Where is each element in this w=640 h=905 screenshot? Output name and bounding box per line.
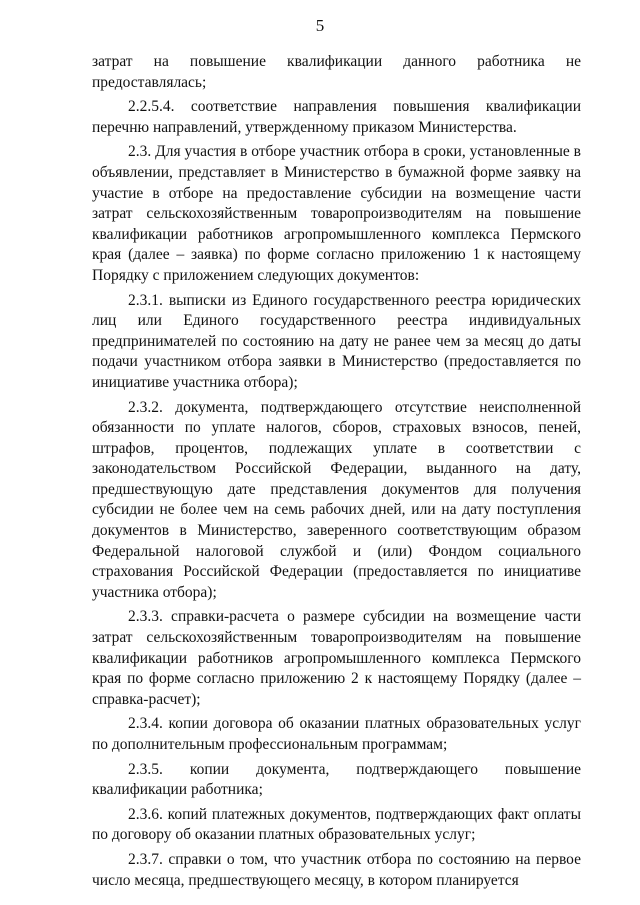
paragraph-2-3-7: 2.3.7. справки о том, что участник отбора по состоянию на первое число месяца, предшествующего месяцу, в котором планируется — [92, 850, 581, 889]
paragraph-2-3-5: 2.3.5. копии документа, подтверждающего повышение квалификации работника; — [92, 760, 581, 799]
paragraph-2-3-4: 2.3.4. копии договора об оказании платных образовательных услуг по дополнительным профессиональным программам; — [92, 715, 581, 753]
page-number: 5 — [315, 16, 325, 35]
paragraph-2-3: 2.3. Для участия в отборе участник отбора в сроки, установленные в объявлении, представляет в Министерство в бумажной форме заявку на участие в отборе на предоставление субсидии на возмещение части затрат сельскохозяйственным товаропроизводителям на повышение квалификации работников агропромышленного комплекса Пермского края (далее – заявка) по форме согласно приложению 1 к настоящему Порядку с приложением следующих документов: — [92, 143, 581, 284]
document-body — [92, 52, 581, 895]
paragraph-2-3-1: 2.3.1. выписки из Единого государственного реестра юридических лиц или Единого государственного реестра индивидуальных предпринимателей по состоянию на дату не ранее чем за месяц до даты подачи участником отбора заявки в Министерство (предоставляется по инициативе участника отбора); — [92, 291, 581, 391]
paragraph-2-3-3: 2.3.3. справки-расчета о размере субсидии на возмещение части затрат сельскохозяйственным товаропроизводителям на повышение квалификации работников агропромышленного комплекса Пермского края по форме согласно приложению 2 к настоящему Порядку (далее – справка-расчет); — [92, 608, 581, 708]
paragraph-2-3-2: 2.3.2. документа, подтверждающего отсутствие неисполненной обязанности по уплате налогов, сборов, страховых взносов, пеней, штрафов, процентов, подлежащих уплате в соответствии с законодательством Российской Федерации, выданного на дату, предшествующую дате представления документов для получения субсидии не более чем на семь рабочих дней, или на дату поступления документов в Министерство, заверенного соответствующим образом Федеральной налоговой службой и (или) Фондом социального страхования Российской Федерации (предоставляется по инициативе участника отбора); — [92, 398, 581, 601]
paragraph-2-2-5-4: 2.2.5.4. соответствие направления повышения квалификации перечню направлений, утвержденному приказом Министерства. — [92, 98, 581, 136]
paragraph-continuation: затрат на повышение квалификации данного работника не предоставлялась; — [92, 53, 581, 91]
paragraph-2-3-6: 2.3.6. копий платежных документов, подтверждающих факт оплаты по договору об оказании платных образовательных услуг; — [92, 805, 581, 844]
